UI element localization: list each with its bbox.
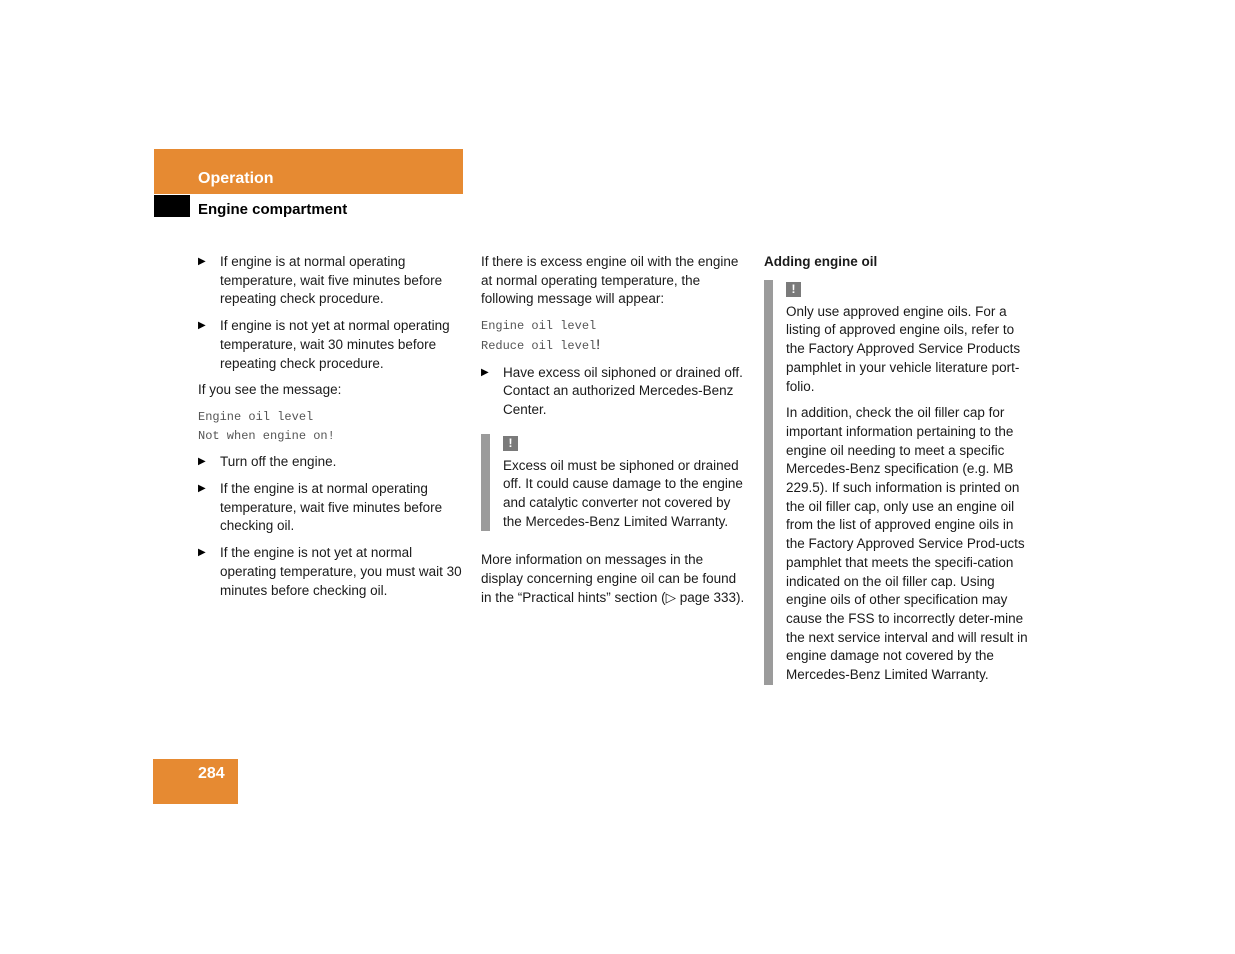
list-item (481, 364, 747, 420)
list-item-text: If the engine is not yet at normal operating temperature, you must wait 30 minutes before checking oil. (220, 545, 462, 598)
display-message-line: Engine oil level (481, 319, 597, 334)
notice-text: Excess oil must be siphoned or drained off. It could cause damage to the engine and catalytic converter not covered by the Mercedes-Benz Limited Warranty. (503, 457, 743, 529)
section-heading: Adding engine oil (764, 254, 878, 269)
notice-box (481, 434, 747, 532)
display-message-line: Engine oil level (198, 409, 314, 424)
column-middle (481, 253, 747, 616)
bullet-arrow-icon: ▶ (198, 483, 206, 495)
page-number: 284 (198, 765, 225, 782)
notice-text: Only use approved engine oils. For a listing of approved engine oils, refer to the Factory Approved Service Products pamphlet in your vehicle literature port-folio. (786, 303, 1021, 394)
list-item (198, 480, 464, 536)
display-message (481, 317, 747, 355)
list-item (198, 544, 464, 600)
bullet-arrow-icon: ▶ (198, 547, 206, 559)
list-item-text: Turn off the engine. (220, 454, 337, 470)
display-message-line (481, 336, 747, 356)
subsection-title: Engine compartment (198, 201, 348, 218)
list-item (198, 317, 464, 373)
list-item-text: If engine is not yet at normal operating temperature, wait 30 minutes before repeating check procedure. (220, 318, 450, 371)
bullet-arrow-icon: ▶ (198, 456, 206, 468)
display-message-line: Not when engine on! (198, 428, 335, 443)
list-item-text: If the engine is at normal operating temperature, wait five minutes before checking oil. (220, 481, 443, 534)
bullet-arrow-icon: ▶ (481, 366, 489, 378)
column-left (198, 253, 464, 608)
display-message-punctuation: ! (596, 336, 600, 352)
warning-icon: ! (503, 436, 518, 451)
paragraph: If you see the message: (198, 382, 342, 398)
bullet-arrow-icon: ▶ (198, 256, 206, 267)
paragraph: If there is excess engine oil with the engine at normal operating temperature, the following message will appear: (481, 254, 739, 307)
column-right (764, 253, 1034, 705)
bullet-arrow-icon: ▶ (198, 320, 206, 332)
page-number-badge (153, 759, 238, 804)
list-item-text: If engine is at normal operating temperature, wait five minutes before repeating check procedure. (220, 254, 443, 307)
list-item (198, 453, 464, 472)
list-item (198, 253, 464, 309)
notice-box (764, 280, 1034, 685)
warning-icon: ! (786, 282, 801, 297)
paragraph: More information on messages in the display concerning engine oil can be found in the “Practical hints” section (▷ page 333). (481, 552, 745, 605)
subsection-marker (154, 195, 190, 217)
display-message (198, 408, 464, 445)
notice-bar (481, 434, 490, 532)
list-item-text: Have excess oil siphoned or drained off. Contact an authorized Mercedes-Benz Center. (503, 364, 743, 417)
section-title: Operation (198, 170, 274, 187)
notice-text: In addition, check the oil filler cap for important information pertaining to the engine oil needing to meet a specific Mercedes-Benz specification (e.g. MB 229.5). If such information is printed on the oil filler cap, only use an engine oil from the list of approved engine oils in the Factory Approved Service Prod-ucts pamphlet that meets the specifi-cation indicated on the oil filler cap. Using engine oils of other specification may cause the FSS to incorrectly deter-mine the next service interval and will result in engine damage not covered by the Mercedes-Benz Limited Warranty. (786, 405, 1028, 683)
display-message-text: Reduce oil level (481, 338, 597, 353)
notice-bar (764, 280, 773, 685)
